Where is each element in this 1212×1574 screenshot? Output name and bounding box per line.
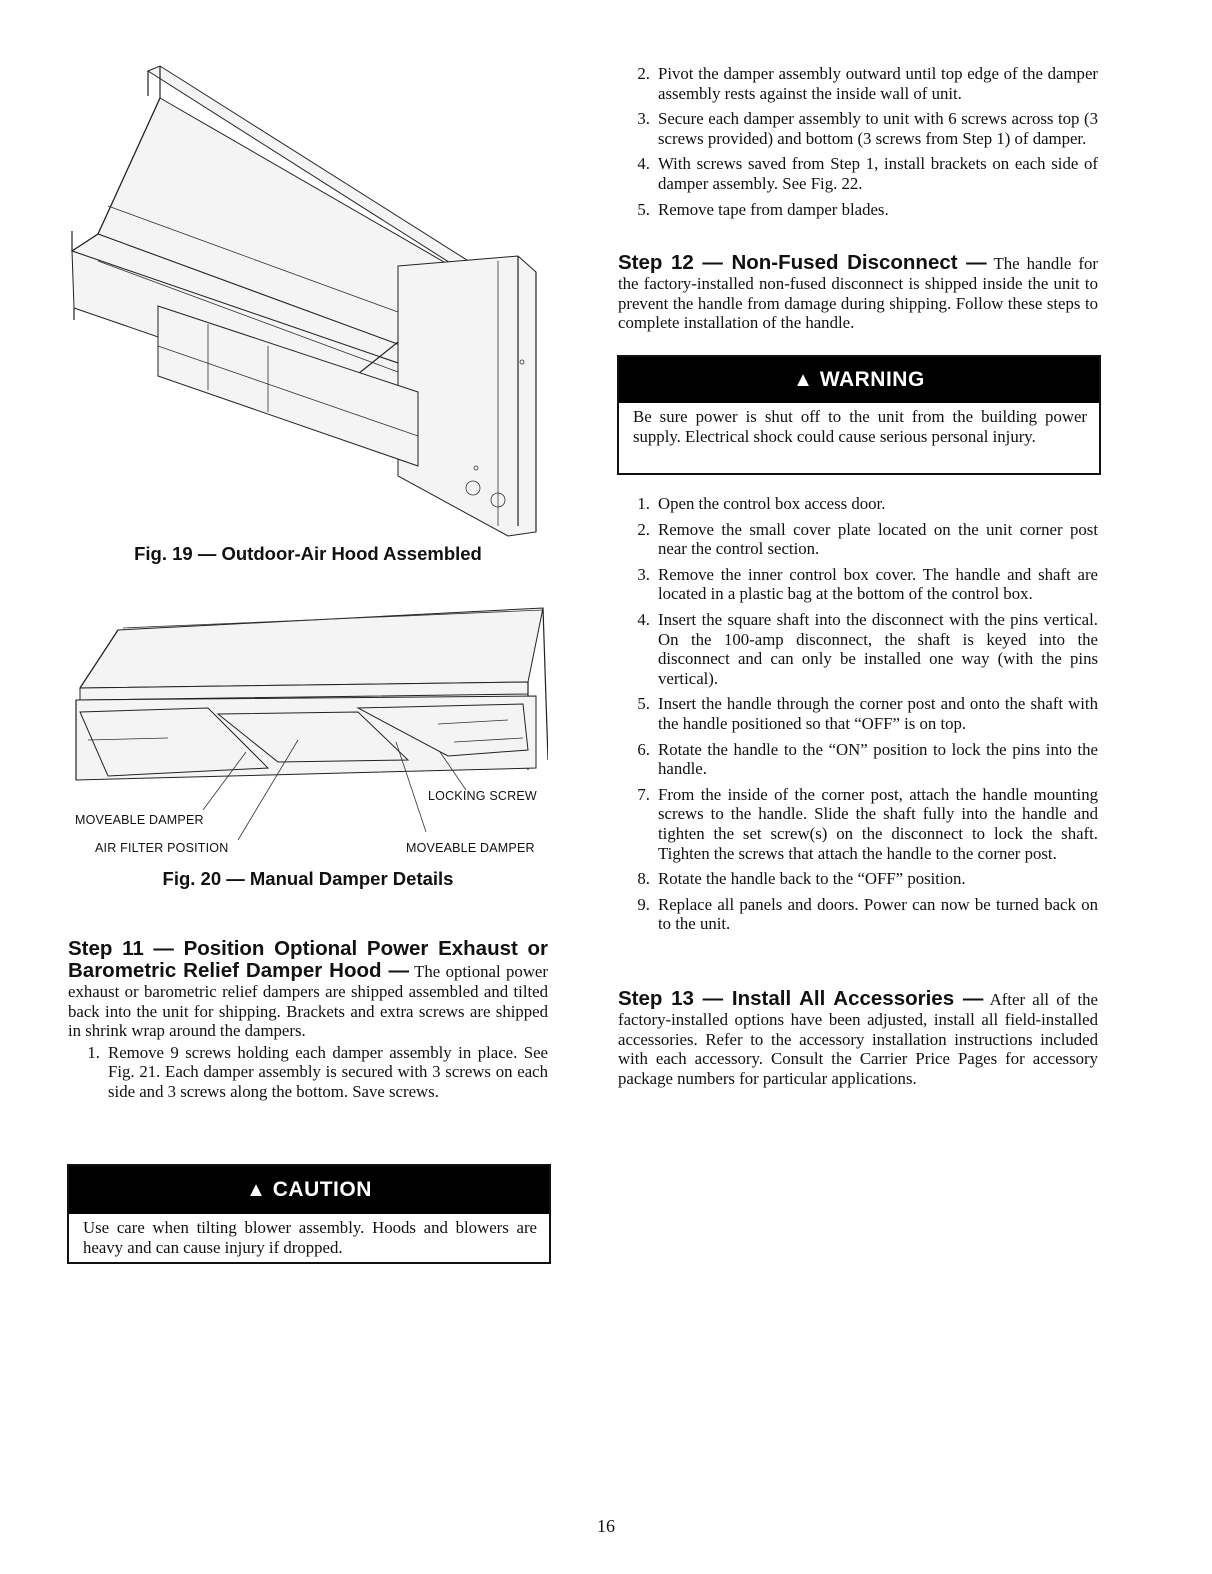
list-item <box>618 200 1098 220</box>
warning-text: Be sure power is shut off to the unit from the building power supply. Electrical shock could cause serious personal injury. <box>633 407 1087 446</box>
warning-header <box>619 357 1099 403</box>
step12-intro: The handle for the factory-installed non-fused disconnect is shipped inside the unit to prevent the handle from damage during shipping. Follow these steps to complete installation of the handle. <box>618 254 1098 333</box>
list-item-text: With screws saved from Step 1, install brackets on each side of damper assembly. See Fig. 22. <box>658 154 1098 193</box>
caution-text: Use care when tilting blower assembly. Hoods and blowers are heavy and can cause injury if dropped. <box>83 1218 537 1257</box>
list-item-text: Remove 9 screws holding each damper assembly in place. See Fig. 21. Each damper assembly is secured with 3 screws on each side and 3 screws along the bottom. Save screws. <box>108 1042 548 1101</box>
list-item-number: 5. <box>637 199 650 219</box>
label-moveable-damper-left: MOVEABLE DAMPER <box>75 813 204 827</box>
step13-text: After all of the factory-installed options have been adjusted, install all field-installed accessories. Refer to the accessory installation instructions included with each accessory. Consult the Carrier Price Pages for accessory package numbers for particular applications. <box>618 990 1098 1088</box>
list-item-text: Open the control box access door. <box>658 494 886 513</box>
list-item-number: 3. <box>637 109 650 129</box>
list-item-text: Replace all panels and doors. Power can now be turned back on to the unit. <box>658 894 1098 934</box>
list-item-number: 3. <box>637 564 650 584</box>
list-item <box>618 610 1098 688</box>
list-item-text: Insert the square shaft into the disconnect with the pins vertical. On the 100-amp disconnect, the shaft is keyed into the disconnect and can only be installed one way (with the pins vertical). <box>658 609 1098 688</box>
list-item-text: From the inside of the corner post, attach the handle mounting screws to the handle. Slide the shaft fully into the handle and tighten the set screw(s) on the disconnect to lock the shaft. Tighten the screws that attach the handle to the corner post. <box>658 784 1098 863</box>
list-item-text: Pivot the damper assembly outward until top edge of the damper assembly rests against the inside wall of unit. <box>658 64 1098 103</box>
step11-section <box>68 938 548 1108</box>
list-item-number: 2. <box>637 64 650 83</box>
list-item-text: Insert the handle through the corner post and onto the shaft with the handle positioned so that “OFF” is on top. <box>658 694 1098 733</box>
list-item <box>618 694 1098 733</box>
list-item <box>618 740 1098 779</box>
list-item-text: Remove tape from damper blades. <box>658 199 889 219</box>
caution-header <box>69 1166 549 1214</box>
caution-title: CAUTION <box>272 1178 372 1201</box>
list-item-number: 8. <box>637 869 650 889</box>
warning-triangle-icon: ▲ <box>246 1179 267 1201</box>
list-item <box>618 154 1098 193</box>
list-item-number: 7. <box>637 784 650 804</box>
page-number: 16 <box>597 1516 615 1536</box>
list-item <box>618 869 1098 889</box>
list-item-number: 1. <box>637 494 650 513</box>
step12-list-wrap <box>618 492 1098 940</box>
list-item-number: 4. <box>637 154 650 174</box>
fig20-caption: Fig. 20 — Manual Damper Details <box>162 868 454 889</box>
label-locking-screw: LOCKING SCREW <box>428 789 537 803</box>
label-air-filter-position: AIR FILTER POSITION <box>95 841 229 855</box>
list-item-number: 9. <box>637 894 650 914</box>
list-item-number: 2. <box>637 519 650 539</box>
step11-list <box>68 1043 548 1102</box>
caution-box <box>67 1164 551 1264</box>
step11-continued <box>618 62 1098 225</box>
label-moveable-damper-right: MOVEABLE DAMPER <box>406 841 535 855</box>
list-item-number: 1. <box>87 1042 100 1062</box>
warning-box <box>617 355 1101 475</box>
step12-heading: Step 12 — Non-Fused Disconnect — <box>618 251 987 274</box>
step12-list <box>618 494 1098 934</box>
list-item-text: Secure each damper assembly to unit with 6 screws across top (3 screws provided) and bottom (3 screws from Step 1) of damper. <box>658 109 1098 148</box>
fig19-hood-drawing <box>68 56 548 546</box>
step13-section <box>618 988 1098 1088</box>
step11-continued-list <box>618 64 1098 219</box>
step11-heading: Step 11 — Position Optional Power Exhaust or Barometric Relief Damper Hood — <box>68 937 548 982</box>
list-item <box>68 1043 548 1102</box>
list-item-number: 4. <box>637 609 650 629</box>
warning-triangle-icon: ▲ <box>793 369 814 391</box>
list-item-text: Remove the small cover plate located on the unit corner post near the control section. <box>658 519 1098 559</box>
fig19-caption: Fig. 19 — Outdoor-Air Hood Assembled <box>134 543 482 564</box>
step13-heading: Step 13 — Install All Accessories — <box>618 987 984 1010</box>
list-item-text: Rotate the handle to the “ON” position to lock the pins into the handle. <box>658 739 1098 779</box>
list-item-number: 5. <box>637 694 650 714</box>
warning-title: WARNING <box>819 368 925 391</box>
list-item-number: 6. <box>637 739 650 759</box>
list-item <box>618 64 1098 103</box>
list-item <box>618 785 1098 863</box>
step12-section <box>618 252 1098 333</box>
list-item <box>618 109 1098 148</box>
list-item <box>618 520 1098 559</box>
list-item <box>618 494 1098 514</box>
list-item-text: Rotate the handle back to the “OFF” position. <box>658 869 966 889</box>
list-item-text: Remove the inner control box cover. The handle and shaft are located in a plastic bag at the bottom of the control box. <box>658 564 1098 604</box>
list-item <box>618 565 1098 604</box>
step11-intro: The optional power exhaust or barometric relief dampers are shipped assembled and tilted back into the unit for shipping. Brackets and extra screws are shipped in shrink wrap around the dampers. <box>68 962 548 1041</box>
list-item <box>618 895 1098 934</box>
